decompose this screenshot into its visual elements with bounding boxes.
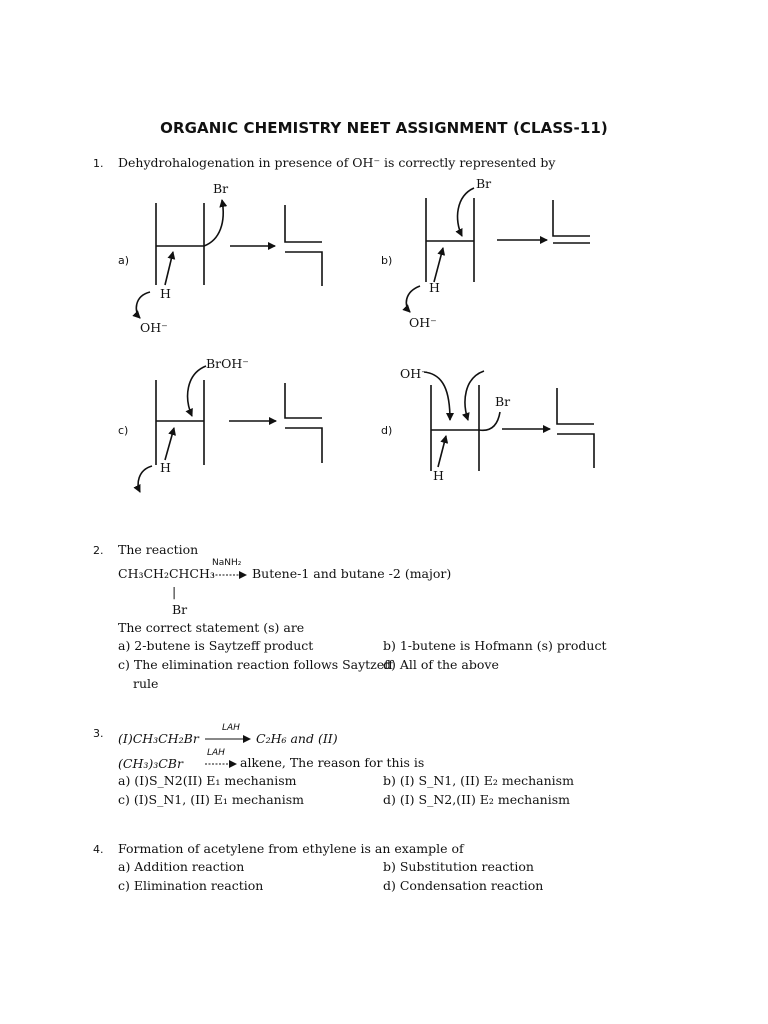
q1d-br-label: Br: [495, 394, 511, 409]
q4-option-d: d) Condensation reaction: [383, 878, 544, 893]
q2-reactant: CH₃CH₂CHCH₃: [118, 566, 215, 581]
q1a-br-label: Br: [213, 181, 229, 196]
q2-bond: |: [172, 584, 177, 599]
q1a-diagram: [136, 200, 322, 318]
q3-option-d: d) (I) S_N2,(II) E₂ mechanism: [383, 792, 570, 807]
q2-option-d: d) All of the above: [383, 657, 499, 672]
q1c-h-label: H: [160, 460, 171, 475]
question-1-number: 1.: [93, 157, 104, 170]
q4-option-c: c) Elimination reaction: [118, 878, 264, 893]
q3-line1-reagent: LAH: [222, 723, 240, 733]
q2-br-substituent: Br: [172, 602, 188, 617]
q2-option-c-continued: rule: [133, 676, 159, 691]
q1d-oh-label: OH⁻: [400, 366, 428, 381]
q1b-diagram: [406, 188, 590, 312]
q1b-br-label: Br: [476, 176, 492, 191]
q1-option-d-label: d): [381, 424, 393, 437]
q1b-oh-label: OH⁻: [409, 315, 437, 330]
q3-option-c: c) (I)S_N1, (II) E₁ mechanism: [118, 792, 304, 807]
question-2-intro: The reaction: [118, 542, 199, 557]
q4-option-a: a) Addition reaction: [118, 859, 245, 874]
q3-line2-reagent: LAH: [207, 748, 225, 758]
q2-option-a: a) 2-butene is Saytzeff product: [118, 638, 314, 653]
q1-option-b-label: b): [381, 254, 393, 267]
q2-prompt: The correct statement (s) are: [118, 620, 305, 635]
q1c-broh-label: BrOH⁻: [206, 356, 249, 371]
q1c-diagram: [138, 366, 322, 492]
question-4-text: Formation of acetylene from ethylene is an example of: [118, 841, 464, 856]
q3-line2-product: alkene, The reason for this is: [240, 755, 425, 770]
q2-products: Butene-1 and butane -2 (major): [252, 566, 452, 581]
question-2-number: 2.: [93, 544, 104, 557]
q1-option-c-label: c): [118, 424, 129, 437]
q3-line2-reactant: (CH₃)₃CBr: [118, 756, 183, 771]
q1a-oh-label: OH⁻: [140, 320, 168, 335]
q3-line1-product: C₂H₆ and (II): [256, 731, 338, 746]
q1d-diagram: [424, 371, 594, 471]
question-3-number: 3.: [93, 727, 104, 740]
q1-option-a-label: a): [118, 254, 130, 267]
q1d-h-label: H: [433, 468, 444, 483]
q2-option-b: b) 1-butene is Hofmann (s) product: [383, 638, 607, 653]
q4-option-b: b) Substitution reaction: [383, 859, 534, 874]
q3-line1-reactant: (I)CH₃CH₂Br: [118, 731, 199, 746]
page-title: ORGANIC CHEMISTRY NEET ASSIGNMENT (CLASS-11): [160, 119, 608, 137]
q2-reagent: NaNH₂: [212, 558, 242, 568]
q3-option-b: b) (I) S_N1, (II) E₂ mechanism: [383, 773, 574, 788]
q1b-h-label: H: [429, 280, 440, 295]
q2-option-c: c) The elimination reaction follows Saytzeff: [118, 657, 394, 672]
q1a-h-label: H: [160, 286, 171, 301]
question-1-text: Dehydrohalogenation in presence of OH⁻ is correctly represented by: [118, 155, 556, 170]
question-4-number: 4.: [93, 843, 104, 856]
q3-option-a: a) (I)S_N2(II) E₁ mechanism: [118, 773, 297, 788]
